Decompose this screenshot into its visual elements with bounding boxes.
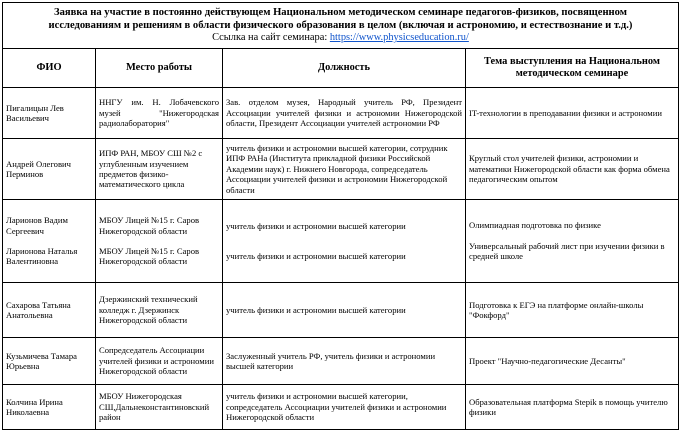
cell-name	[3, 338, 96, 385]
workplace-text: МБОУ Лицей №15 г. Саров Нижегородской области	[99, 215, 200, 236]
table-row	[3, 283, 679, 338]
cell-topic	[466, 139, 679, 200]
topic-text: Образовательная платформа Stepik в помощь учителю физики	[469, 396, 668, 417]
position-text: учитель физики и астрономии высшей категории, сотрудник ИПФ РАНа (Института прикладной физики Российской Академии наук) г. Нижнего Новгорода, сопредседатель Ассоциации учителей физики и астрономии Нижегородской области	[226, 142, 448, 195]
workplace-text: Сопредседатель Ассоциации учителей физики и астрономии Нижегородской области	[99, 345, 214, 377]
position-text: учитель физики и астрономии высшей категории	[226, 220, 406, 231]
cell-position	[223, 338, 466, 385]
person-name: Пигалицын Лев Васильевич	[6, 102, 64, 123]
column-header-name: ФИО	[3, 49, 96, 88]
position-text: Заслуженный учитель РФ, учитель физики и астрономии высшей категории	[226, 350, 436, 371]
seminar-link-line	[7, 32, 674, 44]
position-text: учитель физики и астрономии высшей категории	[226, 251, 406, 261]
cell-workplace	[96, 139, 223, 200]
workplace-text: ИПФ РАН, МБОУ СШ №2 с углубленным изучением предметов физико-математического цикла	[99, 148, 203, 190]
position-text: Зав. отделом музея, Народный учитель РФ, Президент Ассоциации учителей физики и астрономии Нижегородской области, Президент Ассоциации учителей астрономии РФ	[226, 97, 462, 129]
cell-topic	[466, 385, 679, 430]
cell-topic	[466, 338, 679, 385]
person-name: Кузьмичева Тамара Юрьевна	[6, 350, 77, 371]
cell-workplace	[96, 200, 223, 283]
topic-text: Подготовка к ЕГЭ на платформе онлайн-школы "Фокфорд"	[469, 299, 644, 320]
topic-text: Круглый стол учителей физики, астрономии и математики Нижегородской области как форма обмена педагогическим опытом	[469, 153, 670, 185]
person-name: Колчина Ирина Николаевна	[6, 396, 63, 417]
topic-text: Проект "Научно-педагогические Десанты"	[469, 355, 626, 366]
table-row	[3, 88, 679, 139]
cell-position	[223, 283, 466, 338]
column-header-topic: Тема выступления на Национальном методическом семинаре	[466, 49, 679, 88]
cell-position	[223, 200, 466, 283]
cell-workplace	[96, 385, 223, 430]
cell-topic	[466, 88, 679, 139]
seminar-link-prefix: Ссылка на сайт семинара:	[212, 32, 330, 44]
cell-name	[3, 139, 96, 200]
topic-text: Олимпиадная подготовка по физике	[469, 220, 601, 231]
table-header-cell	[3, 3, 679, 49]
cell-position	[223, 139, 466, 200]
person-name: Сахарова Татьяна Анатольевна	[6, 299, 71, 320]
person-name: Ларионов Вадим Сергеевич	[6, 215, 68, 236]
workplace-text: Дзержинский технический колледж г. Дзержинск Нижегородской области	[99, 294, 198, 326]
topic-text: Универсальный рабочий лист при изучении физики в средней школе	[469, 240, 665, 262]
person-name: Андрей Олегович Перминов	[6, 158, 71, 179]
topic-text: IT-технологии в преподавании физики и астрономии	[469, 107, 662, 118]
table-row	[3, 385, 679, 430]
cell-workplace	[96, 283, 223, 338]
position-text: учитель физики и астрономии высшей категории, сопредседатель Ассоциации учителей физики и астрономии Нижегородской области	[226, 391, 447, 423]
cell-workplace	[96, 338, 223, 385]
table-row	[3, 200, 679, 283]
cell-name	[3, 88, 96, 139]
cell-topic	[466, 283, 679, 338]
cell-topic	[466, 200, 679, 283]
document-title-line-1: Заявка на участие в постоянно действующем Национальном методическом семинаре педагогов-физиков, посвященном	[54, 7, 627, 19]
cell-name	[3, 200, 96, 283]
column-header-row	[3, 49, 679, 88]
column-header-position: Должность	[223, 49, 466, 88]
cell-name	[3, 385, 96, 430]
column-header-workplace: Место работы	[96, 49, 223, 88]
cell-name	[3, 283, 96, 338]
seminar-link[interactable]: https://www.physicseducation.ru/	[329, 32, 469, 44]
cell-position	[223, 88, 466, 139]
person-name: Ларионова Наталья Валентиновна	[6, 246, 78, 267]
table-row	[3, 139, 679, 200]
position-text: учитель физики и астрономии высшей категории	[226, 304, 406, 315]
document-title-line-2: исследованиям и решениям в области физического образования в целом (включая и астрономию, и естествознание и т.д.)	[48, 19, 633, 31]
workplace-text: МБОУ Лицей №15 г. Саров Нижегородской области	[99, 246, 200, 267]
workplace-text: ННГУ им. Н. Лобачевского музей "Нижегородская радиолаборатория"	[99, 97, 219, 129]
cell-position	[223, 385, 466, 430]
workplace-text: МБОУ Нижегородская СШ,Дальнеконстантиновский район	[99, 391, 210, 423]
cell-workplace	[96, 88, 223, 139]
table-row	[3, 338, 679, 385]
application-table	[2, 2, 679, 430]
